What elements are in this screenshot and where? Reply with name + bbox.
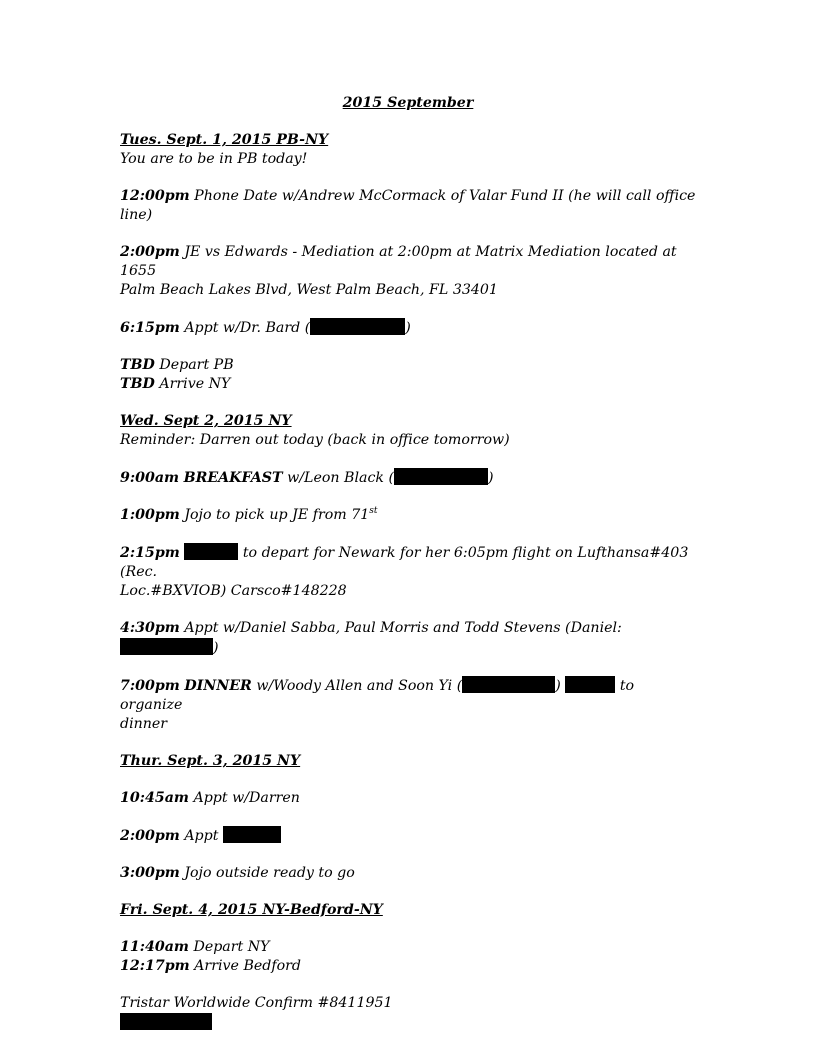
page-title: 2015 September — [342, 95, 474, 111]
event-time: 11:40am — [120, 939, 189, 955]
day-heading-sept-3: Thur. Sept. 3, 2015 NY — [120, 753, 301, 769]
event-time: 3:00pm — [120, 865, 180, 881]
event-time: 9:00am — [120, 470, 180, 486]
event-text-continued: Palm Beach Lakes Blvd, West Palm Beach, FL 33401 — [120, 282, 498, 298]
close-paren: ) — [555, 678, 561, 694]
event-entry — [120, 938, 700, 957]
day-heading-sept-2: Wed. Sept 2, 2015 NY — [120, 413, 292, 429]
event-entry — [120, 619, 700, 658]
redaction-box — [120, 1013, 212, 1030]
day-note: Reminder: Darren out today (back in office tomorrow) — [120, 432, 510, 448]
close-paren: ) — [488, 470, 494, 486]
redaction-box — [184, 543, 238, 560]
event-entry — [120, 864, 700, 883]
schedule-document — [120, 94, 700, 1033]
event-label: DINNER — [184, 678, 252, 694]
event-entry — [120, 826, 700, 846]
event-time: 12:17pm — [120, 958, 190, 974]
redaction-box — [565, 676, 615, 693]
event-text: Depart NY — [193, 939, 270, 955]
redaction-box — [310, 318, 405, 335]
event-entry — [120, 356, 700, 375]
event-time: 10:45am — [120, 790, 189, 806]
redaction-box — [223, 826, 281, 843]
redaction-box — [120, 638, 213, 655]
ordinal-suffix: st — [369, 506, 378, 516]
event-entry — [120, 187, 700, 225]
event-time: 7:00pm — [120, 678, 180, 694]
event-text: Appt — [184, 828, 219, 844]
close-paren: ) — [213, 640, 219, 656]
event-time: 2:00pm — [120, 828, 180, 844]
event-text-continued: dinner — [120, 716, 168, 732]
event-time: TBD — [120, 357, 155, 373]
redaction-box — [394, 468, 488, 485]
event-text: Appt w/Daniel Sabba, Paul Morris and Todd Stevens (Daniel: — [184, 620, 622, 636]
event-text: JE vs Edwards - Mediation at 2:00pm at Matrix Mediation located at 1655 — [120, 244, 677, 279]
event-entry — [120, 543, 700, 582]
event-time: 12:00pm — [120, 188, 190, 204]
event-label: BREAKFAST — [183, 470, 283, 486]
event-text-continued: Loc.#BXVIOB) Carsco#148228 — [120, 583, 347, 599]
day-heading-sept-1: Tues. Sept. 1, 2015 PB-NY — [120, 132, 329, 148]
event-time: 2:15pm — [120, 545, 180, 561]
redaction-box — [462, 676, 555, 693]
event-entry — [120, 318, 700, 338]
event-time: 6:15pm — [120, 320, 180, 336]
event-text: to depart for Newark for her 6:05pm flight on Lufthansa#403 (Rec. — [120, 545, 689, 580]
event-entry — [120, 789, 700, 808]
event-entry — [120, 468, 700, 488]
redaction-line — [120, 1013, 700, 1033]
event-text: Appt w/Darren — [193, 790, 300, 806]
event-time: 4:30pm — [120, 620, 180, 636]
event-entry — [120, 243, 700, 281]
close-paren: ) — [405, 320, 411, 336]
confirmation-note: Tristar Worldwide Confirm #8411951 — [120, 995, 393, 1011]
event-text: w/Leon Black ( — [287, 470, 395, 486]
event-text: Appt w/Dr. Bard ( — [184, 320, 311, 336]
event-time: TBD — [120, 376, 155, 392]
day-note: You are to be in PB today! — [120, 151, 308, 167]
event-time: 2:00pm — [120, 244, 180, 260]
event-text: w/Woody Allen and Soon Yi ( — [256, 678, 463, 694]
event-entry — [120, 957, 700, 976]
event-time: 1:00pm — [120, 507, 180, 523]
event-text: Depart PB — [159, 357, 234, 373]
event-text: Jojo outside ready to go — [184, 865, 355, 881]
event-entry — [120, 506, 700, 525]
event-entry — [120, 676, 700, 715]
event-text: to organize — [120, 678, 635, 713]
event-text: Jojo to pick up JE from 71 — [184, 507, 370, 523]
event-text: Arrive NY — [159, 376, 231, 392]
event-entry — [120, 375, 700, 394]
day-heading-sept-4: Fri. Sept. 4, 2015 NY-Bedford-NY — [120, 902, 383, 918]
event-text: Arrive Bedford — [194, 958, 302, 974]
event-text: Phone Date w/Andrew McCormack of Valar Fund II (he will call office line) — [120, 188, 696, 223]
